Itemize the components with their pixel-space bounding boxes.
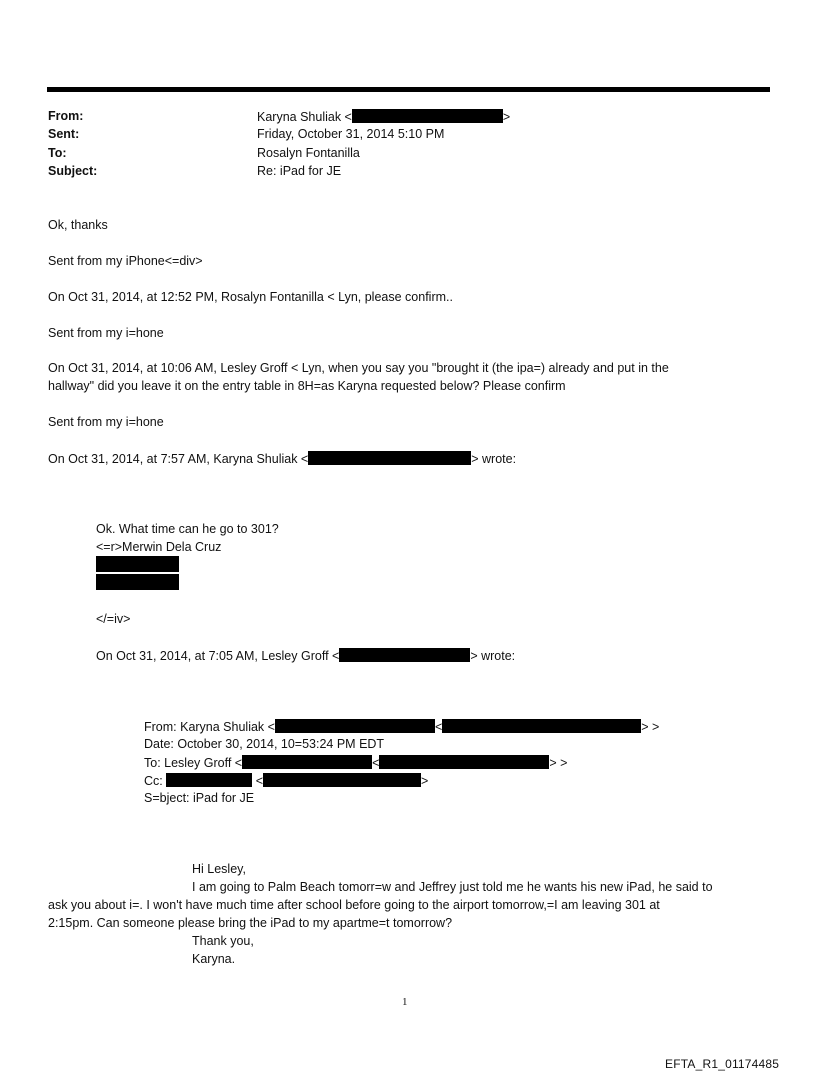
body-line-2: Sent from my iPhone<=div>	[48, 254, 203, 268]
redaction-box	[96, 574, 179, 590]
quote2-cc-mid: <	[255, 774, 264, 788]
message-thanks: Thank you,	[192, 934, 254, 948]
message-line-1: I am going to Palm Beach tomorr=w and Jeffrey just told me he wants his new iPad, he said to	[192, 880, 713, 894]
to-value: Rosalyn Fontanilla	[257, 146, 360, 160]
from-close: >	[502, 110, 511, 124]
quote1-line-3: </=iv>	[96, 612, 131, 626]
redaction-box	[166, 773, 252, 787]
quote2-from	[144, 719, 659, 734]
message-line-2: ask you about i=. I won't have much time after school before going to the airport tomorrow,=I am leaving 301 at	[48, 898, 660, 912]
to-label: To:	[48, 146, 67, 160]
redaction-box	[263, 773, 421, 787]
quote2-to-end: > >	[549, 756, 568, 770]
body-line-5b: hallway" did you leave it on the entry table in 8H=as Karyna requested below? Please confirm	[48, 379, 566, 393]
document-id: EFTA_R1_01174485	[665, 1057, 780, 1071]
body-line-3: On Oct 31, 2014, at 12:52 PM, Rosalyn Fontanilla < Lyn, please confirm..	[48, 290, 453, 304]
body-line-6: Sent from my i=hone	[48, 415, 164, 429]
quote2-cc-end: >	[421, 774, 429, 788]
body-line-7-text: On Oct 31, 2014, at 7:57 AM, Karyna Shuliak <	[48, 452, 309, 466]
subject-value: Re: iPad for JE	[257, 164, 342, 178]
quote1-line-2: <=r>Merwin Dela Cruz	[96, 540, 222, 554]
redaction-box	[352, 109, 503, 123]
message-line-3: 2:15pm. Can someone please bring the iPad to my apartme=t tomorrow?	[48, 916, 453, 930]
body-line-7-end: > wrote:	[471, 452, 517, 466]
quote2-date: Date: October 30, 2014, 10=53:24 PM EDT	[144, 737, 385, 751]
sent-value: Friday, October 31, 2014 5:10 PM	[257, 127, 445, 141]
quote1-line-4-end: > wrote:	[470, 649, 516, 663]
body-line-4: Sent from my i=hone	[48, 326, 164, 340]
message-signature: Karyna.	[192, 952, 236, 966]
redaction-box	[339, 648, 470, 662]
body-line-1: Ok, thanks	[48, 218, 108, 232]
quote2-to	[144, 755, 567, 770]
page-number: 1	[402, 996, 408, 1008]
from-value	[257, 109, 510, 124]
quote2-from-end: > >	[641, 720, 660, 734]
quote1-line-4-text: On Oct 31, 2014, at 7:05 AM, Lesley Groff <	[96, 649, 340, 663]
from-name: Karyna Shuliak <	[257, 110, 352, 124]
redaction-box	[308, 451, 471, 465]
quote2-cc-label: Cc:	[144, 774, 163, 788]
quote1-line-4	[96, 648, 515, 663]
redaction-box	[96, 556, 179, 572]
redaction-box	[442, 719, 641, 733]
redaction-box	[379, 755, 549, 769]
quote2-to-mid: <	[372, 756, 380, 770]
quote2-from-mid: <	[434, 720, 443, 734]
redaction-box	[275, 719, 435, 733]
sent-label: Sent:	[48, 127, 80, 141]
body-line-5a: On Oct 31, 2014, at 10:06 AM, Lesley Groff < Lyn, when you say you "brought it (the ipa=) already and put in the	[48, 361, 669, 375]
body-line-7	[48, 451, 516, 466]
message-greeting: Hi Lesley,	[192, 862, 246, 876]
quote2-to-text: To: Lesley Groff <	[144, 756, 243, 770]
from-label: From:	[48, 109, 84, 123]
quote2-from-text: From: Karyna Shuliak <	[144, 720, 275, 734]
quote1-line-1: Ok. What time can he go to 301?	[96, 522, 279, 536]
subject-label: Subject:	[48, 164, 98, 178]
quote2-subject: S=bject: iPad for JE	[144, 791, 255, 805]
redaction-box	[242, 755, 372, 769]
quote2-cc	[144, 773, 428, 788]
header-rule	[47, 87, 770, 92]
